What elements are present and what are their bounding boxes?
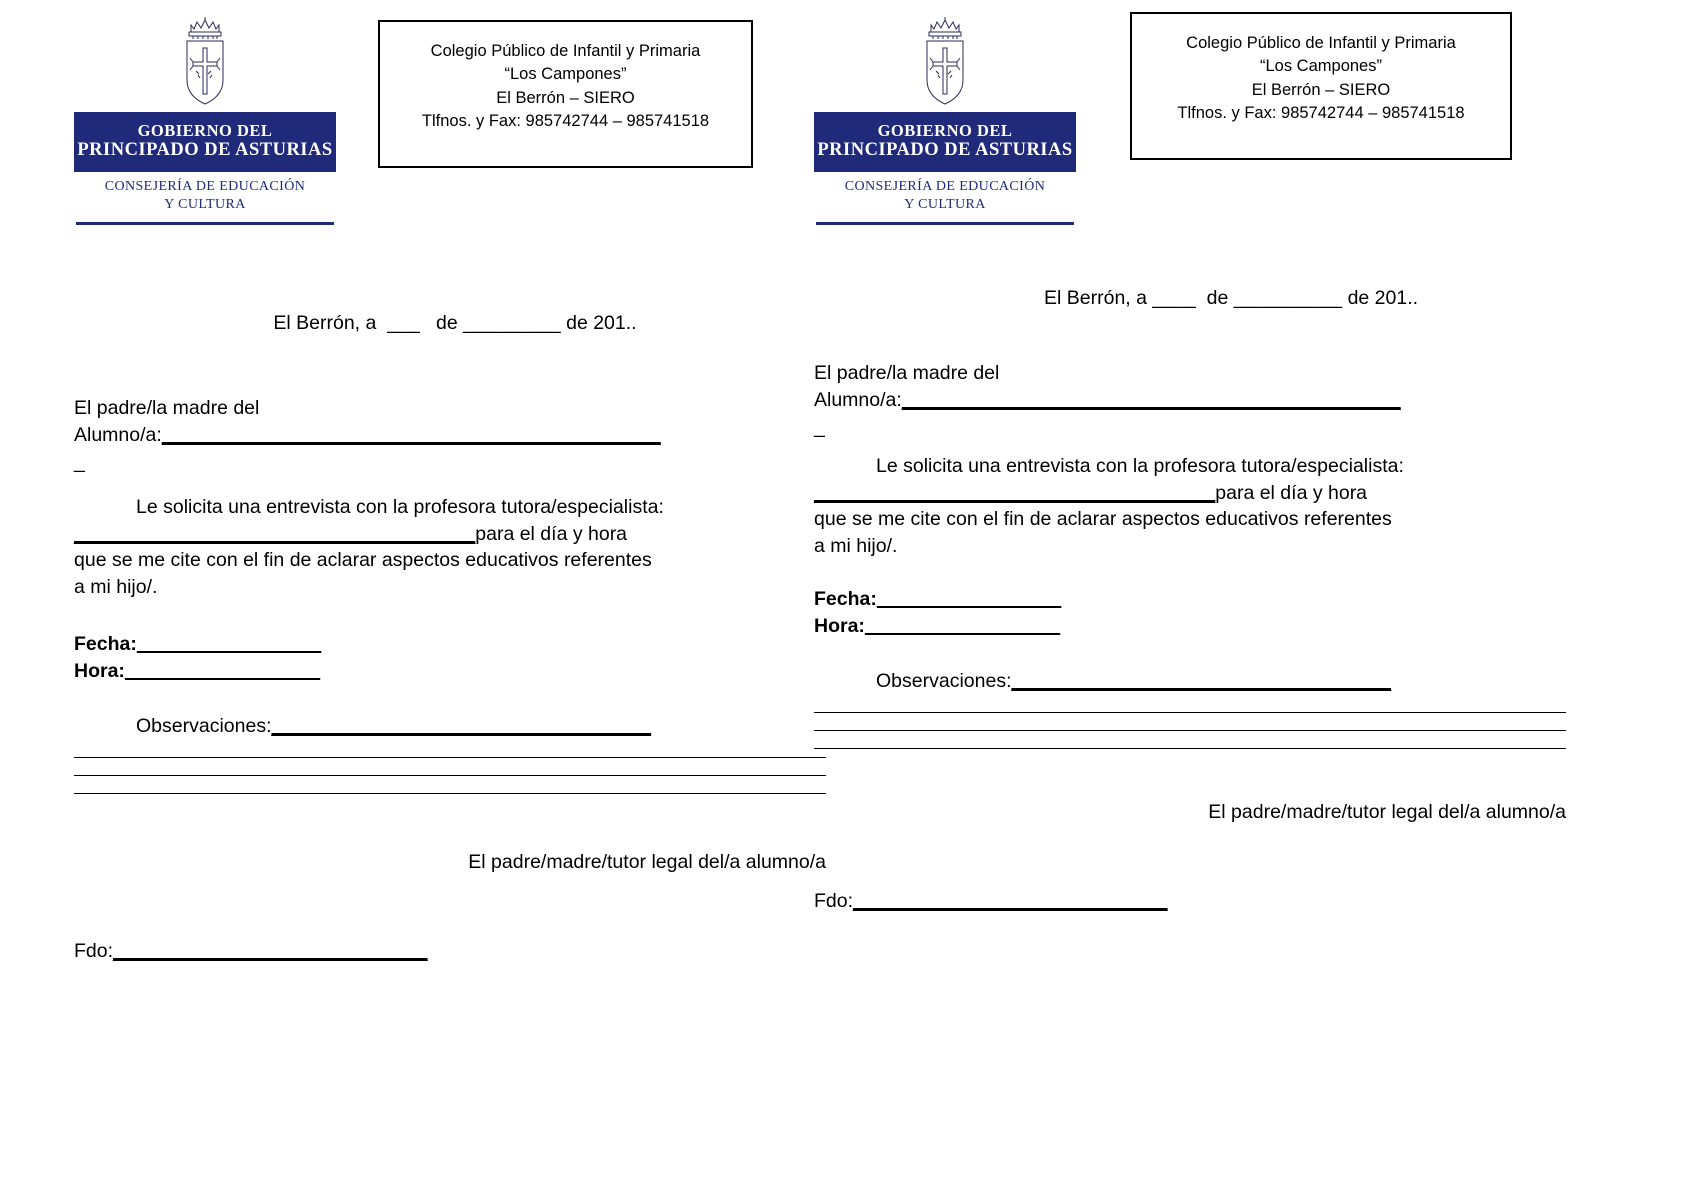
- orphan-dash-left: _: [74, 450, 85, 473]
- observaciones-label: Observaciones:: [876, 670, 1012, 693]
- student-field-blank[interactable]: ______________________________________________: [901, 388, 1401, 411]
- fecha-blank[interactable]: _________________: [136, 633, 322, 656]
- dateline-right: El Berrón, a ____ de __________ de 201..: [1044, 287, 1419, 309]
- student-field-blank[interactable]: ______________________________________________: [161, 423, 661, 446]
- request-line-1: Le solicita una entrevista con la profesora tutora/especialista:: [136, 495, 664, 518]
- signature-caption-right: El padre/madre/tutor legal del/a alumno/a: [1208, 800, 1566, 823]
- student-name-field-right[interactable]: [814, 387, 1566, 414]
- form-copy-right: [800, 0, 1580, 1190]
- dateline-left: El Berrón, a ___ de _________ de 201..: [273, 312, 637, 334]
- hora-blank[interactable]: __________________: [124, 660, 321, 683]
- school-alias: “Los Campones”: [1260, 57, 1382, 76]
- fdo-field-right[interactable]: [814, 888, 1566, 915]
- hora-label: Hora:: [814, 615, 865, 638]
- hora-blank[interactable]: __________________: [864, 615, 1061, 638]
- school-phone: Tlfnos. y Fax: 985742744 – 985741518: [421, 112, 710, 131]
- request-paragraph-left: [74, 494, 826, 602]
- fdo-blank[interactable]: _____________________________: [113, 939, 428, 962]
- form-body-right: [800, 285, 1580, 915]
- school-alias: “Los Campones”: [504, 65, 627, 84]
- orphan-dash-right: _: [814, 415, 825, 438]
- request-line-2-tail: para el día y hora: [475, 522, 628, 545]
- banner-line-2: PRINCIPADO DE ASTURIAS: [817, 140, 1073, 161]
- observaciones-field-right[interactable]: [814, 668, 1566, 695]
- observaciones-label: Observaciones:: [136, 715, 272, 738]
- fecha-field-right[interactable]: [814, 586, 1566, 613]
- hora-field-right[interactable]: [814, 613, 1566, 640]
- banner-line-1: GOBIERNO DEL: [877, 121, 1013, 140]
- school-location: El Berrón – SIERO: [1251, 80, 1391, 99]
- banner-line-2: PRINCIPADO DE ASTURIAS: [77, 140, 333, 161]
- student-name-field-left[interactable]: [74, 422, 826, 449]
- fecha-blank[interactable]: _________________: [876, 588, 1062, 611]
- school-phone: Tlfnos. y Fax: 985742744 – 985741518: [1177, 104, 1465, 123]
- parent-label-right: El padre/la madre del: [814, 361, 1000, 384]
- request-line-3: que se me cite con el fin de aclarar aspectos educativos referentes: [74, 549, 652, 572]
- fdo-label: Fdo:: [814, 889, 854, 912]
- consejeria-line-1: CONSEJERÍA DE EDUCACIÓN: [844, 179, 1046, 195]
- student-field-label: Alumno/a:: [74, 423, 162, 446]
- school-location: El Berrón – SIERO: [496, 88, 635, 107]
- parent-label-left: El padre/la madre del: [74, 396, 260, 419]
- teacher-field-blank[interactable]: _____________________________________: [814, 481, 1216, 504]
- government-logo-left: [74, 12, 336, 225]
- fecha-field-left[interactable]: [74, 631, 826, 658]
- fdo-field-left[interactable]: [74, 938, 826, 965]
- government-banner-right: [814, 112, 1076, 172]
- consejeria-line-2: Y CULTURA: [164, 197, 246, 213]
- government-banner-left: [74, 112, 336, 172]
- school-name: Colegio Público de Infantil y Primaria: [430, 42, 701, 60]
- hora-label: Hora:: [74, 660, 125, 683]
- request-line-2-tail: para el día y hora: [1215, 481, 1368, 504]
- school-info-box-right: [1130, 12, 1512, 160]
- student-field-label: Alumno/a:: [814, 388, 902, 411]
- form-copy-left: [60, 0, 840, 1190]
- observaciones-blank[interactable]: ___________________________________: [1011, 670, 1392, 693]
- government-logo-right: [814, 12, 1076, 225]
- observaciones-blank[interactable]: ___________________________________: [271, 715, 652, 738]
- signature-caption-left: El padre/madre/tutor legal del/a alumno/a: [468, 850, 826, 873]
- fecha-label: Fecha:: [814, 588, 877, 611]
- logo-underline-rule: [76, 222, 334, 225]
- request-line-4: a mi hijo/.: [814, 535, 898, 558]
- fecha-label: Fecha:: [74, 633, 137, 656]
- school-info-box-left: [378, 20, 753, 168]
- fdo-blank[interactable]: _____________________________: [853, 889, 1168, 912]
- consejeria-label-right: [814, 172, 1076, 214]
- asturias-coat-of-arms-icon: [177, 12, 233, 108]
- consejeria-line-2: Y CULTURA: [904, 197, 986, 213]
- letterhead-left: [60, 0, 840, 215]
- request-line-4: a mi hijo/.: [74, 576, 158, 599]
- request-paragraph-right: [814, 453, 1566, 561]
- letterhead-right: [800, 0, 1580, 215]
- banner-line-1: GOBIERNO DEL: [137, 121, 273, 140]
- hora-field-left[interactable]: [74, 658, 826, 685]
- consejeria-line-1: CONSEJERÍA DE EDUCACIÓN: [104, 179, 306, 195]
- logo-underline-rule: [816, 222, 1074, 225]
- fdo-label: Fdo:: [74, 939, 114, 962]
- request-line-3: que se me cite con el fin de aclarar aspectos educativos referentes: [814, 508, 1392, 531]
- teacher-field-blank[interactable]: _____________________________________: [74, 522, 476, 545]
- form-body-left: [60, 310, 840, 965]
- asturias-coat-of-arms-icon: [917, 12, 973, 108]
- request-line-1: Le solicita una entrevista con la profesora tutora/especialista:: [876, 454, 1404, 477]
- consejeria-label-left: [74, 172, 336, 214]
- observaciones-field-left[interactable]: [74, 713, 826, 740]
- school-name: Colegio Público de Infantil y Primaria: [1186, 34, 1456, 52]
